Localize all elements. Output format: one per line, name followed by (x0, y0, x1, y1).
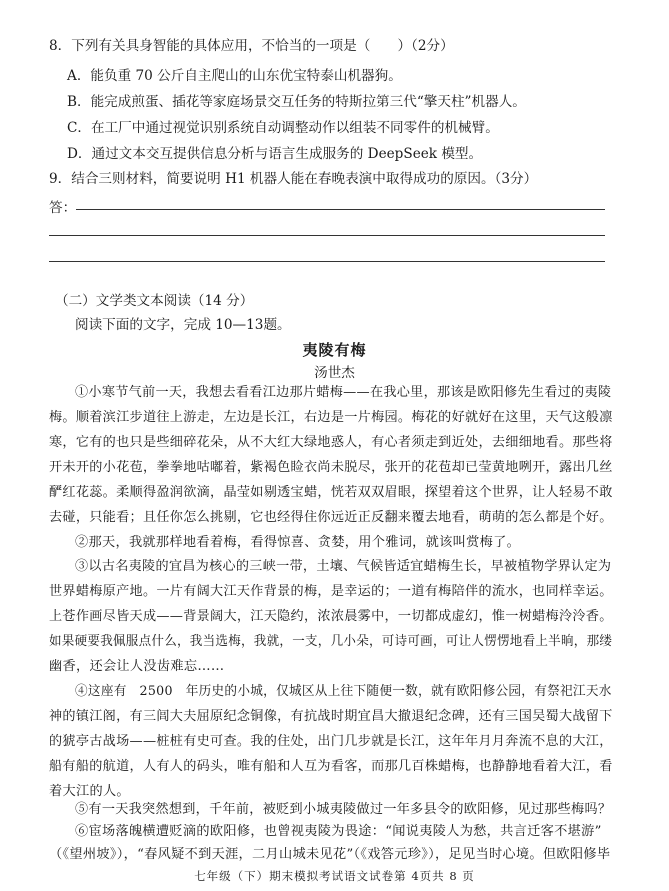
question-8-option-b: B．能完成煎蛋、插花等家庭场景交互任务的特斯拉第三代“擎天柱”机器人。 (67, 94, 526, 110)
article-line: ④这座有 2500 年历史的小城，仅城区从上往下随便一数，就有欧阳修公园，有祭祀江天水 (75, 684, 612, 699)
article-line: 的猇亭古战场——桩桩有史可查。我的住处，出门几步就是长江，这年年月月奔流不息的大江， (49, 734, 613, 749)
article-line: 如果硬要我佩服点什么，我当选梅，我就，一支，几小朵，可诗可画，可让人愣愣地看上半晌，那缕 (49, 634, 613, 649)
page-footer: 七年级（下）期末模拟考试语文试卷第 4页共 8 页 (194, 869, 475, 883)
article-line: 幽香，还会让人没齿难忘…… (49, 659, 225, 674)
article-line: 酽红花蕊。柔顺得盈润欲滴，晶莹如剔透宝蜡，恍若双双眉眼，探望着这个世界，让人轻易不敢 (49, 485, 613, 500)
section-2-instruction: 阅读下面的文字，完成 10—13题。 (75, 317, 291, 333)
article-line: ①小寒节气前一天，我想去看看江边那片蜡梅——在我心里，那该是欧阳修先生看过的夷陵 (75, 385, 612, 400)
article-author: 汤世杰 (314, 365, 355, 381)
article-line: 上苍作画尽皆天成——背景阔大，江天隐约，浓浓晨雾中，一切都成虚幻，惟一树蜡梅泠泠香。 (49, 609, 613, 624)
article-line: 着大江的人。 (49, 784, 130, 799)
article-line: 神的镇江阁，有三闾大夫屈原纪念铜像，有抗战时期宜昌大撤退纪念碑，还有三国吴蜀大战留下 (49, 709, 613, 724)
question-8-stem: 8．下列有关具身智能的具体应用，不恰当的一项是（ ）（2分） (49, 38, 454, 54)
answer-line-2 (49, 235, 605, 236)
section-2-title: （二）文学类文本阅读（14 分） (55, 293, 254, 309)
article-line: 船有船的航道，人有人的码头，唯有船和人互为看客，而那几百株蜡梅，也静静地看着大江，看 (49, 759, 613, 774)
article-title: 夷陵有梅 (302, 341, 367, 359)
question-9-stem: 9．结合三则材料，简要说明 H1 机器人能在春晚表演中取得成功的原因。（3分） (49, 171, 538, 187)
answer-label: 答： (49, 200, 77, 216)
article-line: 开未开的小花苞，拳拳地咕嘟着，紫褐色睑衣尚未脱尽，张开的花苞却已莹黄地咧开，露出几丝 (49, 460, 613, 475)
article-line: ⑥宦场落魄横遭贬滴的欧阳修，也曾视夷陵为畏途：“闻说夷陵人为愁，共言迁客不堪游” (75, 824, 602, 839)
article-line: 世界蜡梅原产地。一片有阔大江天作背景的梅，是幸运的；一道有梅陪伴的流水，也同样幸运。 (49, 584, 613, 599)
answer-line-1 (76, 209, 605, 210)
article-line: 去碰，只能看；且任你怎么挑剔，它也经得住你远近正反翻来覆去地看，萌萌的怎么都是个好。 (49, 510, 613, 525)
article-line: （《望州坡》），“春风疑不到天涯，二月山城未见花”（《戏答元珍》），足见当时心境。但欧阳修毕 (49, 847, 611, 862)
article-line: ⑤有一天我突然想到，千年前，被贬到小城夷陵做过一年多县令的欧阳修，见过那些梅吗？ (75, 802, 612, 817)
question-8-option-d: D．通过文本交互提供信息分析与语言生成服务的 DeepSeek 模型。 (67, 146, 483, 162)
article-line: 寒，它有的也只是些细碎花朵，从不大红大绿地惑人，有心者须走到近处，去细细地看。那些将 (49, 435, 613, 450)
answer-line-3 (49, 261, 605, 262)
question-8-option-c: C．在工厂中通过视觉识别系统自动调整动作以组装不同零件的机械臂。 (67, 120, 499, 136)
article-line: 梅。顺着滨江步道往上游走，左边是长江，右边是一片梅园。梅花的好就好在这里，天气这般凛 (49, 410, 613, 425)
question-8-option-a: A．能负重 70 公斤自主爬山的山东优宝特泰山机器狗。 (67, 68, 402, 84)
article-line: ③以古名夷陵的宜昌为核心的三峡一带，土壤、气候皆适宜蜡梅生长，早被植物学界认定为 (75, 559, 612, 574)
article-line: ②那天，我就那样地看着梅，看得惊喜、贪婪，用个雅词，就该叫赏梅了。 (75, 535, 521, 550)
